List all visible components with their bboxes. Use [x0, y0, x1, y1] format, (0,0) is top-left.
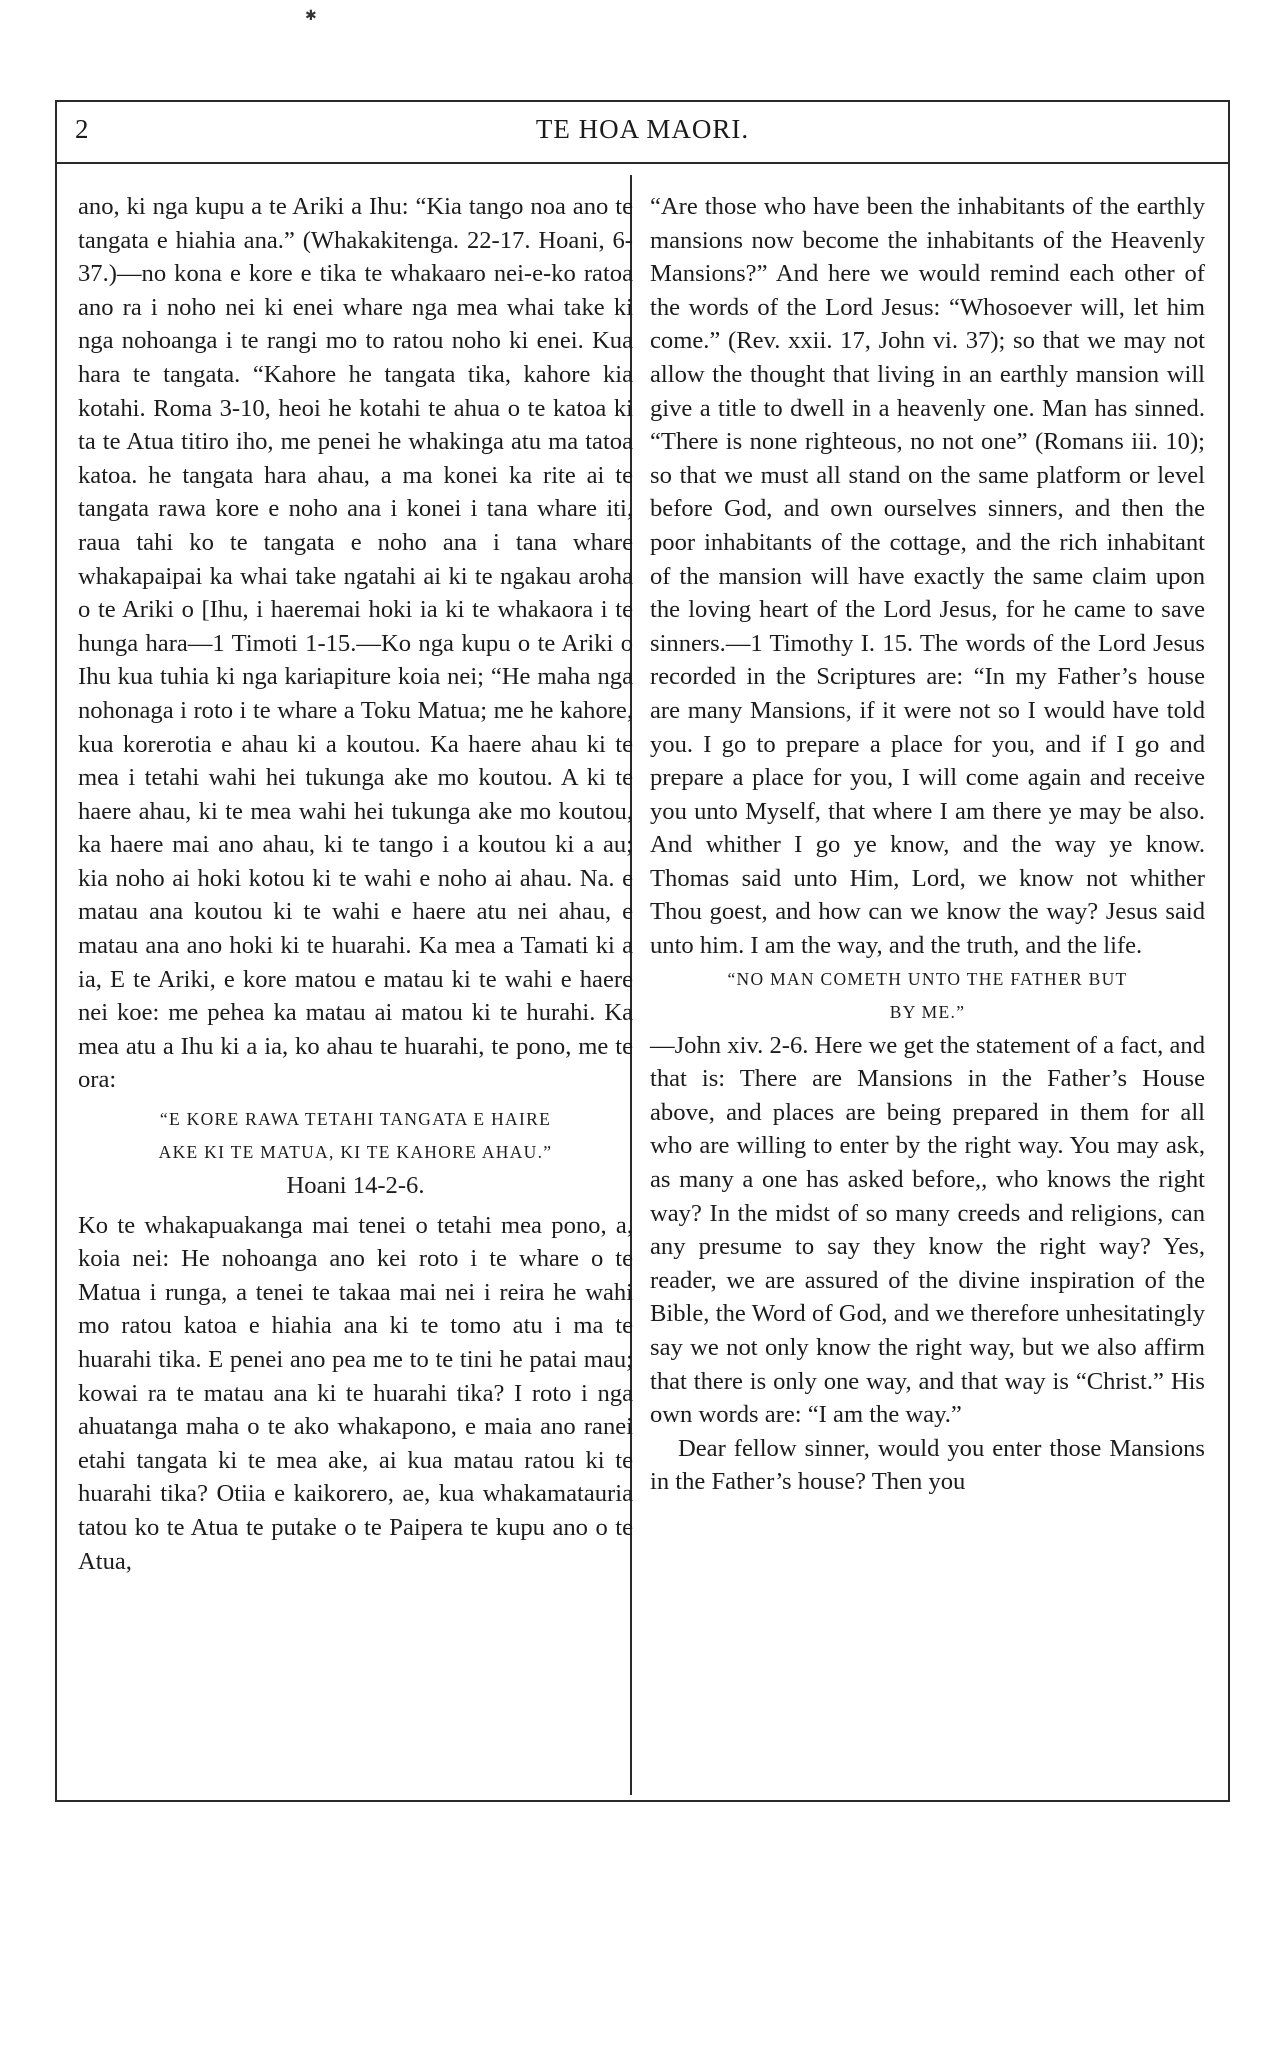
english-paragraph-2: —John xiv. 2-6. Here we get the statement of a fact, and that is: There are Mansions in the Father’s House above, and places are being prepared in them for all who are willing to enter by the right way. You may ask, as many a one has asked before,, who knows the right way? In the midst of so many creeds and religions, can any presume to say they know the right way? Yes, reader, we are assured of the divine inspiration of the Bible, the Word of God, and we therefore unhesitatingly say we not only know the right way, but we also affirm that there is only one way, and that way is “Christ.” His own words are: “I am the way.” — [650, 1031, 1205, 1429]
left-column — [78, 190, 633, 1578]
page-title: TE HOA MAORI. — [535, 114, 750, 144]
right-border — [1228, 100, 1230, 1800]
page-number: 2 — [75, 114, 90, 144]
right-column — [650, 190, 1205, 1499]
header-rule — [55, 162, 1230, 164]
english-quote-line-1: “NO MAN COMETH UNTO THE FATHER BUT — [727, 968, 1128, 989]
maori-quote-line-2: AKE KI TE MATUA, KI TE KAHORE AHAU.” — [158, 1142, 553, 1163]
english-paragraph-3: Dear fellow sinner, would you enter those Mansions in the Father’s house? Then you — [650, 1434, 1205, 1496]
maori-quote-reference: Hoani 14-2-6. — [286, 1172, 425, 1200]
maori-paragraph-1: ano, ki nga kupu a te Ariki a Ihu: “Kia tango noa ano te tangata e hiahia ana.” (Whakakitenga. 22-17. Hoani, 6-37.)—no kona e kore e tika te whakaaro nei-e-ko ratoa ano ra i noho nei ki enei whare nga mea whai take ki nga nohoanga i te rangi mo to ratou noho ki enei. Kua hara te tangata. “Kahore he tangata tika, kahore kia kotahi. Roma 3-10, heoi he kotahi te ahua o te katoa ki ta te Atua titiro iho, me penei he whakinga atu ma tatoa katoa. he tangata hara ahau, a ma konei ka rite ai te tangata rawa kore e noho ana i konei i tana whare iti, raua tahi ko te tangata e noho ana i tana whare whakapaipai ka whai take ngatahi ai ki te ngakau aroha o te Ariki o [Ihu, i haeremai hoki ia ki te whakaora i te hunga hara—1 Timoti 1-15.—Ko nga kupu o te Ariki o Ihu kua tuhia ki nga kariapiture koia nei; “He maha nga nohonaga i roto i te whare a Toku Matua; me he kahore, kua korerotia e ahau ki a koutou. Ka haere ahau ki te mea i tetahi wahi hei tukunga ake mo koutou. A ki te haere ahau, ki te mea wahi hei tukunga ake mo koutou, ka haere mai ano ahau, ki te tango i a koutou ki a au; kia noho ai hoki kotou ki te wahi e noho ai ahau. Na. e matau ana koutou ki te wahi e haere atu nei ahau, e matau ana ano hoki ki te huarahi. Ka mea a Tamati ki a ia, E te Ariki, e kore matou e matau ki te wahi e haere nei koe: me pehea ka matau ai matou ki te hurahi. Ka mea atu a Ihu ki a ia, ko ahau te huarahi, te pono, me te ora: — [78, 193, 633, 1094]
left-border — [55, 100, 57, 1800]
page-header — [55, 114, 1230, 154]
english-quote-line-2: BY ME.” — [889, 1001, 966, 1022]
print-speck: ✱ — [305, 9, 317, 24]
maori-quote-line-1: “E KORE RAWA TETAHI TANGATA E HAIRE — [159, 1109, 552, 1130]
maori-paragraph-2: Ko te whakapuakanga mai tenei o tetahi mea pono, a, koia nei: He nohoanga ano kei roto i te whare o te Matua i runga, a tenei te takaa mai nei i reira he wahi mo ratou katoa e hiahia ana ki te tomo atu i ma te huarahi tika. E penei ano pea me to te tini he patai mau; kowai ra te matau ana ki te huarahi tika? I roto i nga ahuatanga maha o te ako whakapono, e maia ano ranei etahi tangata ki te mea ake, ai kua matau ratou ki te huarahi tika? Otiia e kaikorero, ae, kua whakamatauria tatou ko te Atua te putake o te Paipera te kupu ano o te Atua, — [78, 1211, 633, 1575]
newspaper-page — [55, 100, 1230, 1900]
bottom-rule — [55, 1800, 1230, 1802]
top-rule — [55, 100, 1230, 102]
english-paragraph-1: “Are those who have been the inhabitants of the earthly mansions now become the inhabitants of the Heavenly Mansions?” And here we would remind each other of the words of the Lord Jesus: “Whosoever will, let him come.” (Rev. xxii. 17, John vi. 37); so that we may not allow the thought that living in an earthly mansion will give a title to dwell in a heavenly one. Man has sinned. “There is none righteous, no not one” (Romans iii. 10); so that we must all stand on the same platform or level before God, and own ourselves sinners, and then the poor inhabitants of the cottage, and the rich inhabitant of the mansion will have exactly the same claim upon the loving heart of the Lord Jesus, for he came to save sinners.—1 Timothy I. 15. The words of the Lord Jesus recorded in the Scriptures are: “In my Father’s house are many Mansions, if it were not so I would have told you. I go to prepare a place for you, and if I go and prepare a place for you, I will come again and receive you unto Myself, that where I am there ye may be also. And whither I go ye know, and the way ye know. Thomas said unto Him, Lord, we know not whither Thou goest, and how can we know the way? Jesus said unto him. I am the way, and the truth, and the life. — [650, 193, 1205, 960]
